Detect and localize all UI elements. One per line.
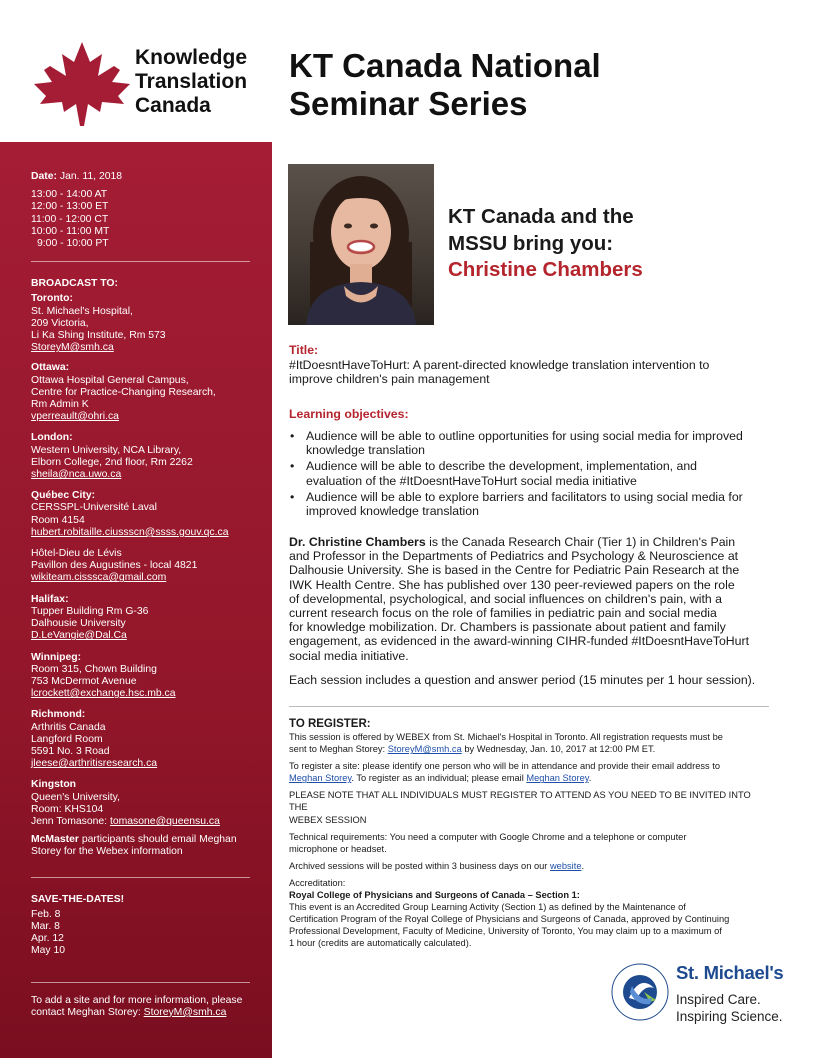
register-heading: TO REGISTER: <box>289 718 371 730</box>
page-header <box>0 0 816 142</box>
sidebar <box>0 142 272 1058</box>
location-block <box>31 432 252 481</box>
time-slot: 10:00 - 11:00 MT <box>31 225 110 237</box>
accreditation-label: Accreditation: <box>289 877 346 888</box>
talk-title-section <box>289 343 769 386</box>
list-item <box>289 490 769 518</box>
objective-line: evaluation of the #ItDoesntHaveToHurt social media initiative <box>306 473 637 488</box>
location-block <box>31 548 252 585</box>
location-line: Dalhousie University <box>31 618 126 630</box>
time-slot: 12:00 - 13:00 ET <box>31 201 109 213</box>
series-title <box>289 47 789 123</box>
divider <box>31 982 250 983</box>
time-slot: 9:00 - 10:00 PT <box>37 238 109 250</box>
save-date: Feb. 8 <box>31 908 61 920</box>
location-line: Li Ka Shing Institute, Rm 573 <box>31 330 166 342</box>
speaker-bio <box>289 535 769 687</box>
location-line: Elborn College, 2nd floor, Rm 2262 <box>31 456 193 468</box>
location-city: London: <box>31 432 73 444</box>
location-email-link[interactable]: vperreault@ohri.ca <box>31 411 119 423</box>
contact-name: Jenn Tomasone: <box>31 815 110 827</box>
register-paragraph <box>289 760 765 784</box>
location-email-link[interactable]: D.LeVangie@Dal.Ca <box>31 630 127 642</box>
event-intro <box>448 204 788 284</box>
footer-contact-text: To add a site and for more information, please <box>31 994 243 1006</box>
location-line: Room 4154 <box>31 514 85 526</box>
title-label: Title: <box>289 343 319 357</box>
date-value: Jan. 11, 2018 <box>59 171 123 182</box>
location-line: CERSSPL-Université Laval <box>31 502 157 514</box>
bio-line: current research focus on the role of families in pediatric pain and social media <box>289 606 717 621</box>
location-line: Western University, NCA Library, <box>31 444 182 456</box>
series-title-line: KT Canada National <box>289 47 601 84</box>
location-line: Tupper Building Rm G-36 <box>31 605 149 617</box>
location-city: Ottawa: <box>31 362 70 374</box>
location-line: 209 Victoria, <box>31 317 89 329</box>
location-email-link[interactable]: lcrockett@exchange.hsc.mb.ca <box>31 688 176 700</box>
objectives-list <box>289 429 769 518</box>
location-city: Kingston <box>31 779 77 791</box>
talk-title-line: improve children's pain management <box>289 372 490 387</box>
register-text: . <box>588 773 592 784</box>
register-text: PLEASE NOTE THAT ALL INDIVIDUALS MUST REGISTER TO ATTEND AS YOU NEED TO BE INVITED INTO THE <box>289 790 751 813</box>
register-text: WEBEX SESSION <box>289 814 367 825</box>
event-intro-line: MSSU bring you: <box>448 231 614 255</box>
footer-contact-text: contact Meghan Storey: <box>31 1006 144 1018</box>
location-line: Centre for Practice-Changing Research, <box>31 386 216 398</box>
date-block <box>31 171 252 250</box>
list-item <box>289 429 769 457</box>
speaker-name: Christine Chambers <box>448 258 643 281</box>
register-paragraph <box>289 860 765 872</box>
objective-line: knowledge translation <box>306 443 425 458</box>
broadcast-locations <box>31 293 252 779</box>
bio-line: is the Canada Research Chair (Tier 1) in Children's Pain <box>425 535 736 549</box>
location-kingston <box>31 779 252 828</box>
speaker-portrait-illustration <box>288 164 434 325</box>
register-text: This session is offered by WEBEX from St. Michael's Hospital in Toronto. All registration requests must be <box>289 732 723 742</box>
org-name-line: Canada <box>135 94 211 117</box>
save-date: May 10 <box>31 945 66 957</box>
register-text: Technical requirements: You need a computer with Google Chrome and a telephone or computer <box>289 831 687 842</box>
location-block <box>31 490 252 539</box>
talk-title <box>289 358 769 386</box>
accreditation-line: This event is an Accredited Group Learning Activity (Section 1) as defined by the Maintenance of <box>289 902 686 913</box>
location-line: Room: KHS104 <box>31 803 104 815</box>
objective-line: improved knowledge translation <box>306 504 479 519</box>
register-text: Archived sessions will be posted within 3 business days on our <box>289 860 550 871</box>
location-email-link[interactable]: tomasone@queensu.ca <box>109 815 220 827</box>
footer-contact <box>31 995 252 1019</box>
bio-line: engagement, as evidenced in the award-winning CIHR-funded #ItDoesntHaveToHurt <box>289 634 750 649</box>
date-label: Date: <box>31 171 57 182</box>
location-line: Pavillon des Augustines - local 4821 <box>31 560 198 572</box>
tagline-line: Inspiring Science. <box>676 1009 783 1024</box>
divider <box>31 261 250 262</box>
location-email-link[interactable]: wikiteam.cisssca@gmail.com <box>31 572 167 584</box>
location-block <box>31 594 252 643</box>
location-city: Richmond: <box>31 709 86 721</box>
location-line: Ottawa Hospital General Campus, <box>31 374 189 386</box>
series-title-line: Seminar Series <box>289 85 528 122</box>
location-line: St. Michael's Hospital, <box>31 305 133 317</box>
website-link[interactable]: website <box>549 860 582 871</box>
register-text: . <box>581 860 585 871</box>
footer-email-link[interactable]: StoreyM@smh.ca <box>143 1006 227 1018</box>
mcmaster-label: McMaster <box>31 834 79 846</box>
kt-program-seal-icon <box>610 962 670 1022</box>
st-michaels-name: St. Michael's <box>676 962 784 983</box>
location-block <box>31 652 252 701</box>
location-line: Queen's University, <box>31 791 120 803</box>
location-line: Hôtel-Dieu de Lévis <box>31 548 122 560</box>
location-email-link[interactable]: jleese@arthritisresearch.ca <box>31 758 158 770</box>
objective-line: • Audience will be able to outline opportunities for using social media for improved <box>306 429 743 443</box>
event-intro-line: KT Canada and the <box>448 205 634 228</box>
objective-line: • Audience will be able to describe the development, implementation, and <box>306 459 698 474</box>
objective-line: • Audience will be able to explore barriers and facilitators to using social media for <box>306 489 743 504</box>
mcmaster-note <box>31 834 252 858</box>
location-email-link[interactable]: hubert.robitaille.ciussscn@ssss.gouv.qc.ca <box>31 526 229 538</box>
maple-leaf-icon <box>32 40 132 128</box>
org-name-line: Translation <box>135 70 248 93</box>
objectives-label: Learning objectives: <box>289 407 409 421</box>
register-text: . To register as an individual; please email <box>351 773 527 784</box>
location-line: 5591 No. 3 Road <box>31 745 110 757</box>
register-text: sent to Meghan Storey: <box>289 744 388 755</box>
st-michaels-tagline <box>676 991 783 1025</box>
org-name <box>135 46 275 118</box>
location-city: Toronto: <box>31 293 73 305</box>
broadcast-heading: BROADCAST TO: <box>31 278 118 290</box>
accreditation-line: 1 hour (credits are automatically calculated). <box>289 938 472 949</box>
register-paragraph <box>289 831 765 855</box>
session-note: Each session includes a question and answer period (15 minutes per 1 hour session). <box>289 672 756 687</box>
divider <box>289 706 769 707</box>
bio-line: of developmental, psychological, and social influences on children's pain, with a <box>289 591 722 606</box>
register-paragraph <box>289 789 765 825</box>
register-text: microphone or headset. <box>289 843 387 854</box>
bio-name: Dr. Christine Chambers <box>289 535 426 549</box>
location-city: Québec City: <box>31 490 96 502</box>
save-date: Mar. 8 <box>31 920 60 932</box>
save-dates-heading: SAVE-THE-DATES! <box>31 893 125 905</box>
mcmaster-text: participants should email Meghan <box>78 834 237 846</box>
accreditation-heading: Royal College of Physicians and Surgeons of Canada – Section 1: <box>289 890 580 901</box>
register-text: To register a site: please identify one person who will be in attendance and provide their email address to <box>289 761 721 772</box>
location-block <box>31 293 252 354</box>
register-text: by Wednesday, Jan. 10, 2017 at 12:00 PM ET. <box>461 744 656 755</box>
meghan-storey-link[interactable]: Meghan Storey <box>526 773 589 784</box>
accreditation-line: Certification Program of the Royal College of Physicians and Surgeons of Canada, approved by Continuing <box>289 914 730 925</box>
meghan-storey-link[interactable]: Meghan Storey <box>289 773 352 784</box>
objectives-section <box>289 407 769 520</box>
location-block <box>31 709 252 770</box>
bio-line: social media initiative. <box>289 648 409 663</box>
speaker-photo <box>288 164 434 325</box>
bio-line: and Professor in the Departments of Pediatrics and Psychology & Neuroscience at <box>289 549 739 564</box>
location-block <box>31 362 252 423</box>
register-paragraph <box>289 731 765 755</box>
time-slot: 11:00 - 12:00 CT <box>31 213 109 225</box>
tagline-line: Inspired Care. <box>676 992 761 1007</box>
location-email-link[interactable]: sheila@nca.uwo.ca <box>31 469 122 481</box>
location-city: Winnipeg: <box>31 651 82 663</box>
location-line: 753 McDermot Avenue <box>31 675 137 687</box>
accreditation-line: Professional Development, Faculty of Medicine, University of Toronto, You may claim up to a maximum of <box>289 926 722 937</box>
location-line: Langford Room <box>31 733 103 745</box>
st-michaels-logo <box>610 962 800 1032</box>
org-name-line: Knowledge <box>135 46 248 69</box>
divider <box>31 877 250 878</box>
location-email-link[interactable]: StoreyM@smh.ca <box>31 342 114 354</box>
time-slot: 13:00 - 14:00 AT <box>31 189 108 201</box>
mcmaster-text: Storey for the Webex information <box>31 846 183 858</box>
location-line: Arthritis Canada <box>31 721 106 733</box>
bio-line: IWK Health Centre. She has published over 130 peer-reviewed papers on the role <box>289 577 735 592</box>
save-date: Apr. 12 <box>31 933 64 945</box>
register-email-link[interactable]: StoreyM@smh.ca <box>387 744 462 755</box>
location-line: Room 315, Chown Building <box>31 663 157 675</box>
bio-line: for knowledge mobilization. Dr. Chambers is passionate about patient and family <box>289 620 726 635</box>
list-item <box>289 459 769 487</box>
talk-title-line: #ItDoesntHaveToHurt: A parent-directed knowledge translation intervention to <box>289 358 710 372</box>
bio-line: Dalhousie University. She is based in the Centre for Pediatric Pain Research at the <box>289 563 740 578</box>
registration-section <box>289 718 765 950</box>
location-city: Halifax: <box>31 593 69 605</box>
location-line: Rm Admin K <box>31 399 89 411</box>
